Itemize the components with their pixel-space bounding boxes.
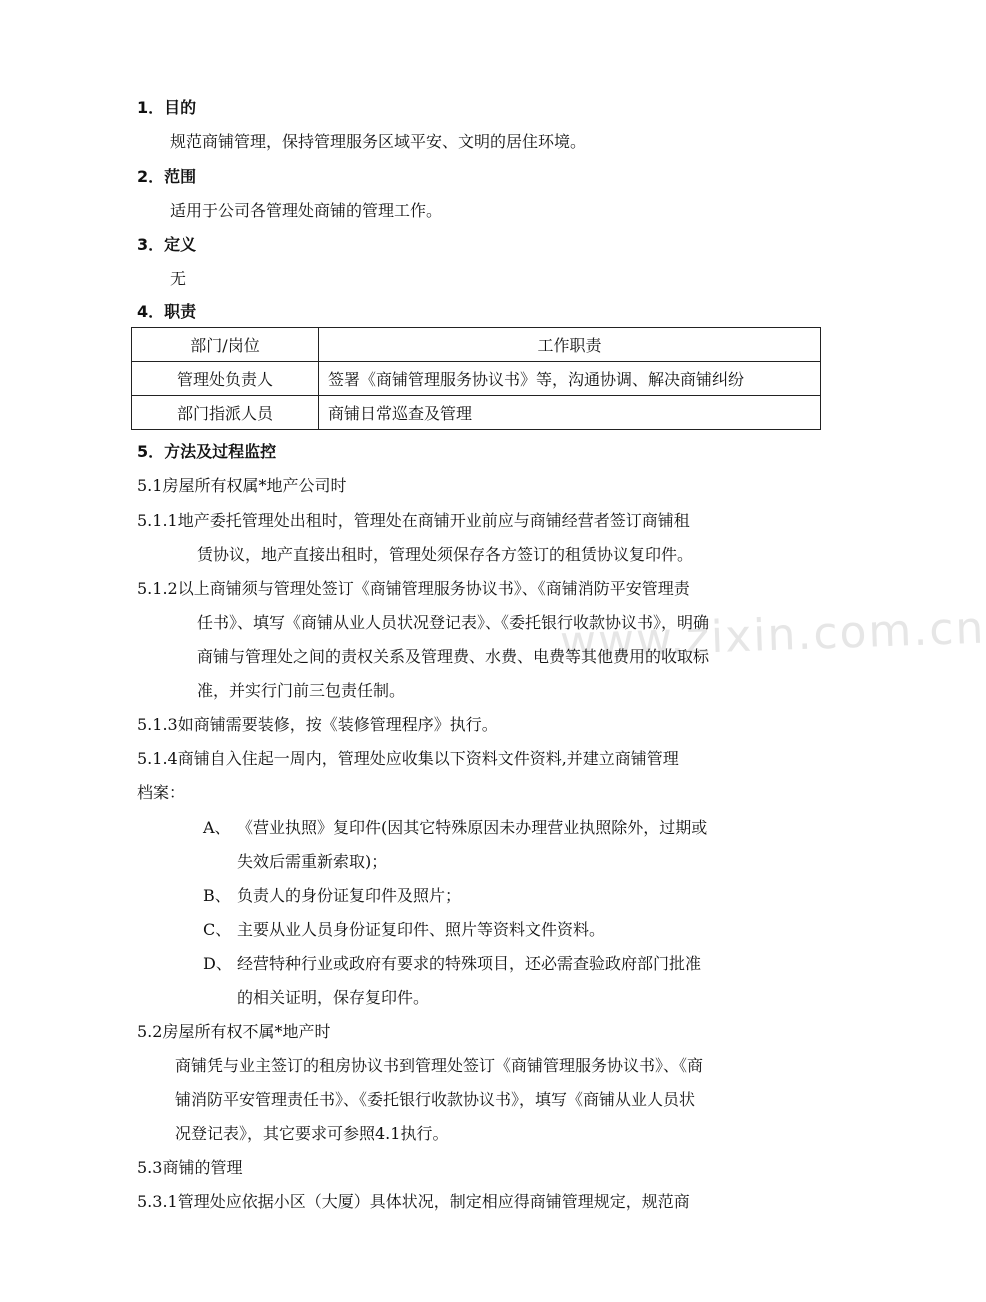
section-3-text: 无 bbox=[170, 269, 187, 288]
list-item-label: D、 bbox=[203, 954, 232, 973]
para-5-1-2-line: 准，并实行门前三包责任制。 bbox=[197, 681, 406, 700]
para-5-1-2-line: 任书》、填写《商铺从业人员状况登记表》、《委托银行收款协议书》，明确 bbox=[197, 613, 710, 632]
list-item-text: 的相关证明，保存复印件。 bbox=[237, 988, 430, 1007]
para-5-1-3: 5.1.3如商铺需要装修，按《装修管理程序》执行。 bbox=[137, 715, 498, 734]
section-5-title: 5．方法及过程监控 bbox=[137, 442, 277, 461]
table-row bbox=[132, 362, 821, 396]
para-5-1-2-line: 5.1.2以上商铺须与管理处签订《商铺管理服务协议书》、《商铺消防平安管理责 bbox=[137, 579, 690, 598]
section-1-title: 1．目的 bbox=[137, 98, 197, 117]
table-header-row bbox=[132, 328, 821, 362]
subsection-5-2: 5.2房屋所有权不属*地产时 bbox=[137, 1022, 331, 1041]
subsection-5-3: 5.3商铺的管理 bbox=[137, 1158, 243, 1177]
table-cell: 签署《商铺管理服务协议书》等，沟通协调、解决商铺纠纷 bbox=[319, 362, 821, 396]
para-5-2-line: 铺消防平安管理责任书》、《委托银行收款协议书》，填写《商铺从业人员状 bbox=[175, 1090, 696, 1109]
para-5-1-1-line: 5.1.1地产委托管理处出租时，管理处在商铺开业前应与商铺经营者签订商铺租 bbox=[137, 511, 690, 530]
section-1-text: 规范商铺管理，保持管理服务区域平安、文明的居住环境。 bbox=[170, 132, 587, 151]
section-4-title: 4．职责 bbox=[137, 302, 197, 321]
para-5-2-line: 况登记表》，其它要求可参照4.1执行。 bbox=[175, 1124, 449, 1143]
list-item-text: 负责人的身份证复印件及照片； bbox=[237, 886, 462, 905]
list-item-text: 失效后需重新索取)； bbox=[237, 852, 388, 871]
list-item-text: 《营业执照》复印件(因其它特殊原因未办理营业执照除外，过期或 bbox=[237, 818, 708, 837]
table-cell: 部门指派人员 bbox=[132, 396, 319, 430]
para-5-1-2-line: 商铺与管理处之间的责权关系及管理费、水费、电费等其他费用的收取标 bbox=[197, 647, 710, 666]
list-item-text: 经营特种行业或政府有要求的特殊项目，还必需查验政府部门批准 bbox=[237, 954, 702, 973]
section-2-text: 适用于公司各管理处商铺的管理工作。 bbox=[170, 201, 443, 220]
watermark: www.zixin.com.cn bbox=[559, 602, 986, 669]
table-header-cell: 工作职责 bbox=[319, 328, 821, 362]
section-2-title: 2．范围 bbox=[137, 167, 197, 186]
list-item-label: A、 bbox=[203, 818, 231, 837]
para-5-1-4-line: 5.1.4商铺自入住起一周内，管理处应收集以下资料文件资料,并建立商铺管理 bbox=[137, 749, 679, 768]
responsibility-table bbox=[131, 327, 821, 430]
subsection-5-1: 5.1房屋所有权属*地产公司时 bbox=[137, 476, 347, 495]
list-item-label: B、 bbox=[203, 886, 231, 905]
list-item-label: C、 bbox=[203, 920, 232, 939]
table-header-cell: 部门/岗位 bbox=[132, 328, 319, 362]
para-5-1-4-line: 档案： bbox=[137, 783, 186, 802]
table-cell: 商铺日常巡查及管理 bbox=[319, 396, 821, 430]
para-5-3-1: 5.3.1管理处应依据小区（大厦）具体状况，制定相应得商铺管理规定，规范商 bbox=[137, 1192, 690, 1211]
table-cell: 管理处负责人 bbox=[132, 362, 319, 396]
para-5-2-line: 商铺凭与业主签订的租房协议书到管理处签订《商铺管理服务协议书》、《商 bbox=[175, 1056, 704, 1075]
list-item-text: 主要从业人员身份证复印件、照片等资料文件资料。 bbox=[237, 920, 606, 939]
para-5-1-1-line: 赁协议，地产直接出租时，管理处须保存各方签订的租赁协议复印件。 bbox=[197, 545, 694, 564]
table-row bbox=[132, 396, 821, 430]
section-3-title: 3．定义 bbox=[137, 235, 197, 254]
